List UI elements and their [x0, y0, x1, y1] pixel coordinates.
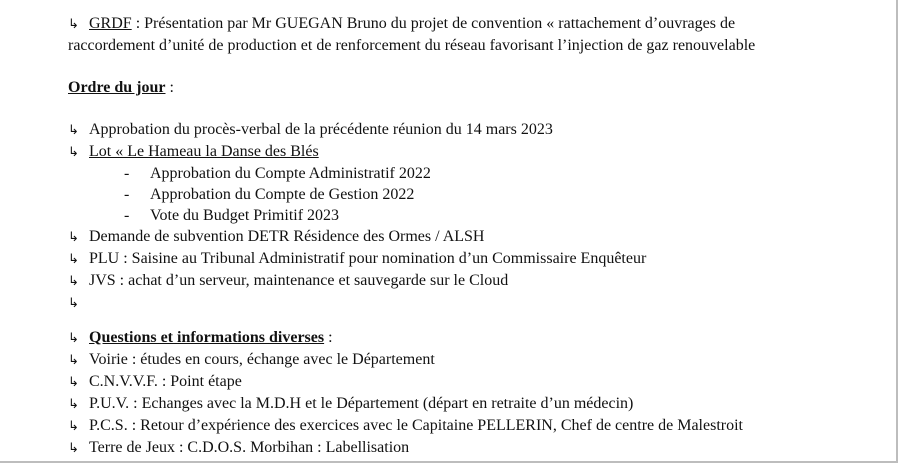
arrow-bullet-icon: ↳	[68, 274, 79, 289]
questions-heading: Questions et informations diverses	[89, 329, 325, 346]
arrow-bullet-icon: ↳	[68, 441, 79, 456]
agenda-sub-item-text: Approbation du Compte de Gestion 2022	[150, 186, 415, 203]
agenda-heading-line	[68, 77, 876, 98]
agenda-item-empty	[68, 292, 876, 314]
agenda-item-text: JVS : achat d’un serveur, maintenance et sauvegarde sur le Cloud	[89, 272, 509, 289]
arrow-bullet-icon: ↳	[68, 419, 79, 434]
question-item-text: C.N.V.V.F. : Point étape	[89, 373, 242, 390]
dash-bullet: -	[124, 207, 130, 224]
arrow-bullet-icon: ↳	[68, 375, 79, 390]
arrow-bullet-icon: ↳	[68, 331, 79, 346]
question-item	[68, 393, 876, 415]
question-item-text: Voirie : études en cours, échange avec le Département	[89, 351, 435, 368]
question-item-text: P.U.V. : Echanges avec la M.D.H et le Département (départ en retraite d’un médecin)	[89, 395, 634, 412]
agenda-item-text: PLU : Saisine au Tribunal Administratif pour nomination d’un Commissaire Enquêteur	[89, 250, 647, 267]
agenda-sub-item	[68, 205, 876, 226]
arrow-bullet-icon: ↳	[68, 123, 79, 138]
questions-heading-line	[68, 327, 876, 349]
intro-text-1: : Présentation par Mr GUEGAN Bruno du projet de convention « rattachement d’ouvrages de	[131, 15, 736, 32]
arrow-bullet-icon: ↳	[68, 145, 79, 160]
agenda-item	[68, 119, 876, 141]
question-item	[68, 437, 876, 459]
intro-line-1	[68, 13, 876, 35]
agenda-item-text: Demande de subvention DETR Résidence des Ormes / ALSH	[89, 228, 485, 245]
spacer	[68, 314, 876, 327]
document-content	[68, 13, 876, 459]
dash-bullet: -	[124, 165, 130, 182]
arrow-bullet-icon: ↳	[68, 353, 79, 368]
spacer	[68, 56, 876, 77]
intro-org: GRDF	[89, 15, 132, 32]
arrow-bullet-icon: ↳	[68, 296, 79, 311]
agenda-heading-suffix: :	[165, 79, 174, 96]
agenda-item-text: Lot « Le Hameau la Danse des Blés	[89, 143, 319, 160]
arrow-bullet-icon: ↳	[68, 252, 79, 267]
arrow-bullet-icon: ↳	[68, 230, 79, 245]
dash-bullet: -	[124, 186, 130, 203]
intro-line-2: raccordement d’unité de production et de renforcement du réseau favorisant l’injection de gaz renouvelable	[68, 37, 756, 54]
agenda-sub-item-text: Approbation du Compte Administratif 2022	[150, 165, 431, 182]
agenda-sub-item	[68, 184, 876, 205]
question-item-text: P.C.S. : Retour d’expérience des exercices avec le Capitaine PELLERIN, Chef de centre de Malestroit	[89, 417, 743, 434]
question-item	[68, 349, 876, 371]
agenda-sub-item	[68, 163, 876, 184]
question-item	[68, 371, 876, 393]
spacer	[68, 98, 876, 119]
agenda-heading: Ordre du jour	[68, 79, 166, 96]
agenda-item	[68, 248, 876, 270]
agenda-item	[68, 270, 876, 292]
question-item	[68, 415, 876, 437]
arrow-bullet-icon: ↳	[68, 17, 79, 32]
question-item-text: Terre de Jeux : C.D.O.S. Morbihan : Labellisation	[89, 439, 410, 456]
questions-heading-suffix: :	[324, 329, 333, 346]
agenda-sub-item-text: Vote du Budget Primitif 2023	[150, 207, 340, 224]
agenda-item	[68, 226, 876, 248]
agenda-item	[68, 141, 876, 163]
agenda-item-text: Approbation du procès-verbal de la précédente réunion du 14 mars 2023	[89, 121, 553, 138]
arrow-bullet-icon: ↳	[68, 397, 79, 412]
